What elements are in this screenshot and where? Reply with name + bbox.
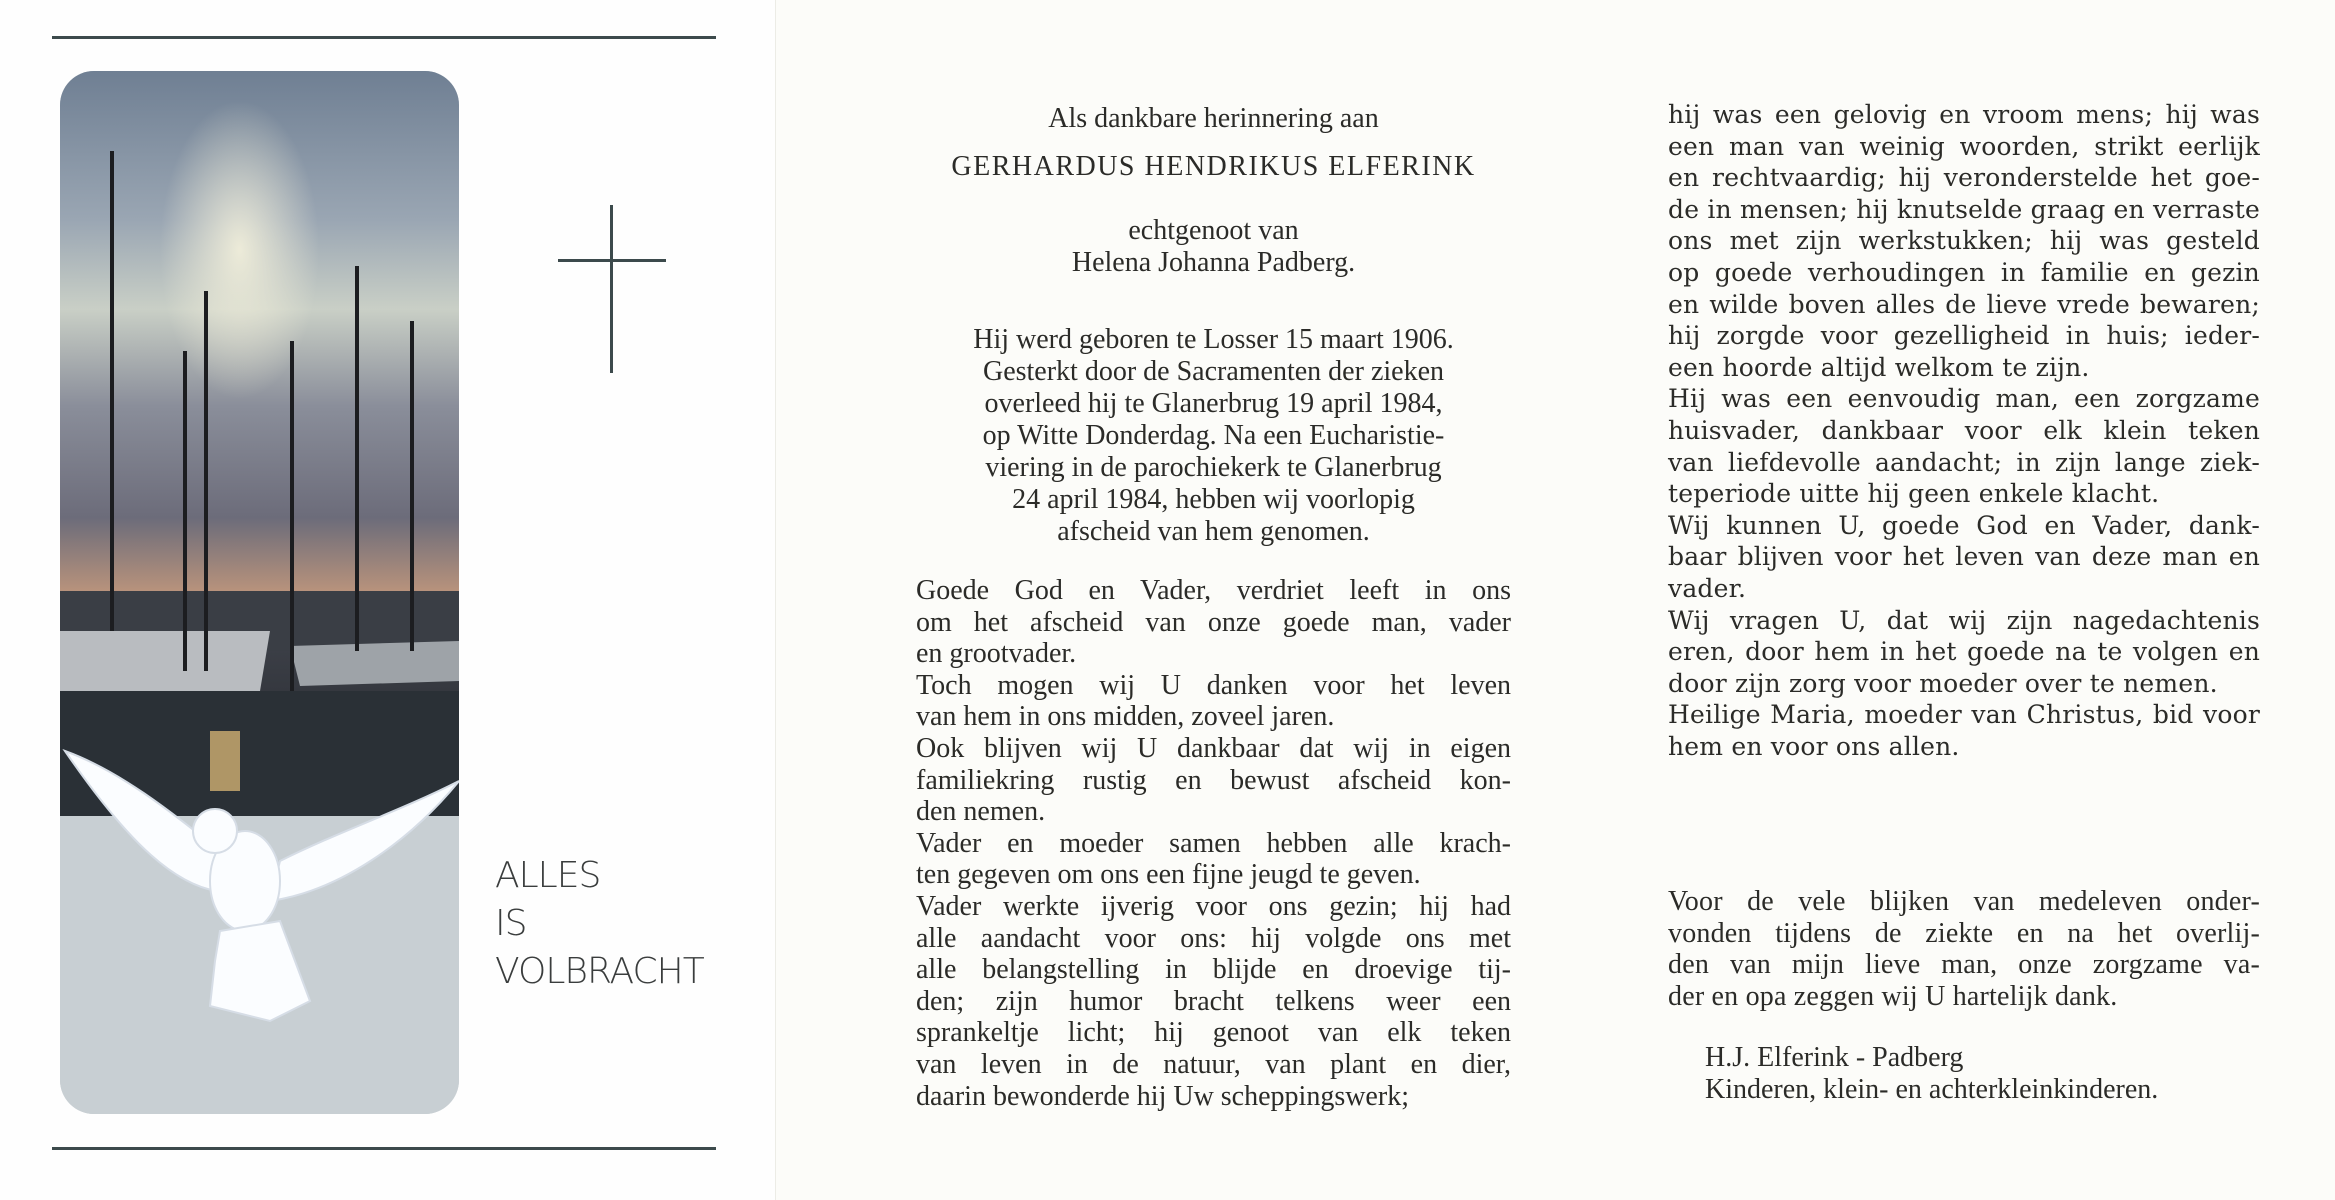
text-line: baar blijven voor het leven van deze man en (1668, 542, 2260, 572)
text-line: teperiode uitte hij geen enkele klacht. (1668, 479, 2160, 509)
text-line: hij zorgde voor gezelligheid in huis; ieder- (1668, 321, 2260, 351)
harbour-photo (60, 71, 459, 1114)
motto (495, 852, 704, 996)
text-line: daarin bewonderde hij Uw scheppingswerk; (916, 1080, 1409, 1112)
spouse-name: Helena Johanna Padberg. (1071, 247, 1356, 278)
text-line: ten gegeven om ons een fijne jeugd te geven. (916, 859, 1421, 891)
text-line: hem en voor ons allen. (1668, 731, 1960, 761)
thanks-text (1668, 886, 2260, 1012)
text-line: Vader werkte ijverig voor ons gezin; hij had (916, 890, 1511, 922)
text-line: en wilde boven alles de lieve vrede bewaren; (1668, 289, 2260, 319)
text-line: en rechtvaardig; hij veronderstelde het goe- (1668, 163, 2260, 193)
text-line: een man van weinig woorden, strikt eerlijk (1668, 131, 2260, 161)
front-card (0, 0, 776, 1200)
text-line: vonden tijdens de ziekte en na het overlij- (1668, 917, 2260, 949)
text-line: den van mijn lieve man, onze zorgzame va- (1668, 949, 2260, 981)
text-line: Heilige Maria, moeder van Christus, bid voor (1668, 700, 2260, 730)
text-line: Hij was een eenvoudig man, een zorgzame (1668, 384, 2260, 414)
text-line: door zijn zorg voor moeder over te nemen. (1668, 668, 2218, 698)
text-line: Voor de vele blijken van medeleven onder- (1668, 886, 2260, 917)
spouse-label: echtgenoot van (1128, 215, 1299, 246)
text-line: een hoorde altijd welkom te zijn. (1668, 352, 2090, 382)
text-line: Wij vragen U, dat wij zijn nagedachtenis (1668, 605, 2260, 635)
text-line: van liefdevolle aandacht; in zijn lange ziek- (1668, 447, 2260, 477)
text-line: van leven in de natuur, van plant en dier, (916, 1048, 1511, 1080)
intro-text: Als dankbare herinnering aan (1048, 103, 1379, 134)
text-line: de in mensen; hij knutselde graag en verraste (1668, 194, 2260, 224)
text-line: op goede verhoudingen in familie en gezin (1668, 257, 2260, 287)
bio-line: overleed hij te Glanerbrug 19 april 1984, (984, 388, 1443, 419)
signature-line: Kinderen, klein- en achterkleinkinderen. (1705, 1074, 2159, 1105)
text-line: om het afscheid van onze goede man, vader (916, 606, 1511, 638)
text-line: familiekring rustig en bewust afscheid kon- (916, 764, 1511, 796)
text-line: Ook blijven wij U dankbaar dat wij in eigen (916, 732, 1511, 764)
biography (916, 324, 1511, 548)
text-line: eren, door hem in het goede na te volgen en (1668, 637, 2260, 667)
text-line: den; zijn humor bracht telkens weer een (916, 985, 1511, 1017)
cross-icon-bar (558, 259, 666, 262)
signature-line: H.J. Elferink - Padberg (1705, 1042, 1964, 1073)
text-line: der en opa zeggen wij U hartelijk dank. (1668, 980, 2118, 1012)
text-line: Toch mogen wij U danken voor het leven (916, 669, 1511, 701)
tribute-text (1668, 99, 2260, 762)
text-line: van hem in ons midden, zoveel jaren. (916, 701, 1335, 733)
text-line: vader. (1668, 573, 1747, 603)
bio-line: Hij werd geboren te Losser 15 maart 1906. (973, 324, 1454, 355)
motto-line: ALLES (495, 855, 601, 896)
bio-line: 24 april 1984, hebben wij voorlopig (1012, 484, 1415, 515)
signature (1705, 1042, 2158, 1106)
prayer-text (916, 575, 1511, 1112)
text-line: en grootvader. (916, 638, 1077, 670)
bio-line: afscheid van hem genomen. (1057, 516, 1370, 547)
memorial-header (916, 103, 1511, 279)
text-line: huisvader, dankbaar voor elk klein teken (1668, 415, 2260, 445)
text-line: Goede God en Vader, verdriet leeft in ons (916, 575, 1511, 606)
text-line: ons met zijn werkstukken; hij was gesteld (1668, 226, 2260, 256)
text-line: Vader en moeder samen hebben alle krach- (916, 827, 1511, 859)
text-line: alle aandacht voor ons: hij volgde ons met (916, 922, 1511, 954)
text-line: alle belangstelling in blijde en droevige tij- (916, 954, 1511, 986)
text-line: hij was een gelovig en vroom mens; hij was (1668, 100, 2260, 129)
text-line: Wij kunnen U, goede God en Vader, dank- (1668, 510, 2260, 540)
deceased-name: GERHARDUS HENDRIKUS ELFERINK (951, 151, 1476, 182)
text-line: den nemen. (916, 796, 1046, 828)
motto-line: VOLBRACHT (495, 951, 704, 992)
cross-icon (610, 205, 613, 373)
text-line: sprankeltje licht; hij genoot van elk teken (916, 1017, 1511, 1049)
bio-line: viering in de parochiekerk te Glanerbrug (985, 452, 1442, 483)
bio-line: op Witte Donderdag. Na een Eucharistie- (982, 420, 1445, 451)
motto-line: IS (495, 903, 527, 944)
bio-line: Gesterkt door de Sacramenten der zieken (982, 356, 1444, 387)
top-rule (52, 36, 716, 39)
bottom-rule (52, 1147, 716, 1150)
